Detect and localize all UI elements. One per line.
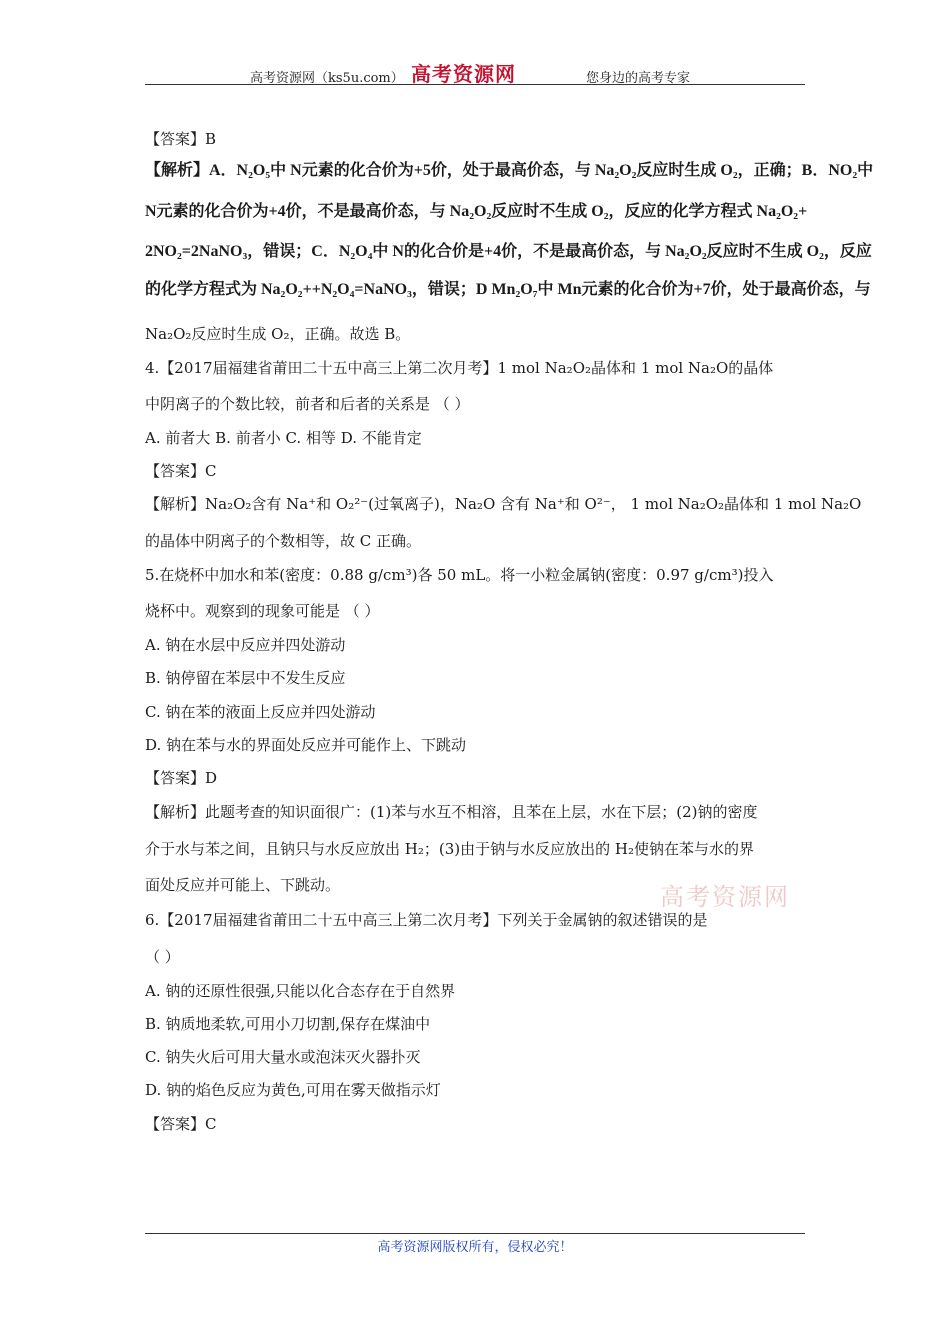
question-6-option: D. 钠的焰色反应为黄色,可用在雾天做指示灯 bbox=[145, 1081, 441, 1099]
header-slogan: 您身边的高考专家 bbox=[586, 71, 691, 86]
question-6-stem: （ ） bbox=[145, 948, 180, 966]
explanation-line: 介于水与苯之间，且钠只与水反应放出 H₂；(3)由于钠与水反应放出的 H₂使钠在苯与水的界 bbox=[145, 840, 754, 858]
answer-label: 【答案】C bbox=[145, 462, 217, 480]
page-footer: 高考资源网版权所有，侵权必究！ bbox=[377, 1240, 573, 1255]
page-header bbox=[145, 58, 805, 85]
watermark: 高考资源网 bbox=[660, 883, 790, 911]
question-4-stem: 中阴离子的个数比较，前者和后者的关系是 （ ） bbox=[145, 395, 470, 413]
answer-label: 【答案】D bbox=[145, 769, 218, 787]
explanation-line: 【解析】Na₂O₂含有 Na⁺和 O₂²⁻(过氧离子)，Na₂O 含有 Na⁺和 O²⁻， 1 mol Na₂O₂晶体和 1 mol Na₂O bbox=[145, 495, 862, 513]
explanation-line: 面处反应并可能上、下跳动。 bbox=[145, 876, 341, 894]
question-6-option: B. 钠质地柔软,可用小刀切割,保存在煤油中 bbox=[145, 1015, 431, 1033]
explanation-line: 2NO₂=2NaNO₃，错误；C．N₂O₄中 N的化合价是+4价，不是最高价态，与 Na₂O₂反应时不生成 O₂，反应 bbox=[145, 243, 872, 260]
explanation-line: 的化学方程式为 Na₂O₂++N₂O₄=NaNO₃，错误；D Mn₂O₇中 Mn元素的化合价为+7价，处于最高价态，与 bbox=[145, 281, 871, 298]
question-5-stem: 烧杯中。观察到的现象可能是 （ ） bbox=[145, 602, 380, 620]
question-4-options: A. 前者大 B. 前者小 C. 相等 D. 不能肯定 bbox=[145, 429, 422, 447]
answer-label: 【答案】B bbox=[145, 130, 217, 148]
question-6-stem: 6.【2017届福建省莆田二十五中高三上第二次月考】下列关于金属钠的叙述错误的是 bbox=[145, 911, 708, 929]
explanation-line: Na₂O₂反应时生成 O₂，正确。故选 B。 bbox=[145, 325, 411, 343]
footer-divider bbox=[145, 1233, 805, 1234]
answer-label: 【答案】C bbox=[145, 1115, 217, 1133]
question-5-option: C. 钠在苯的液面上反应并四处游动 bbox=[145, 703, 376, 721]
question-6-option: A. 钠的还原性很强,只能以化合态存在于自然界 bbox=[145, 982, 456, 1000]
explanation-line: N元素的化合价为+4价，不是最高价态，与 Na₂O₂反应时不生成 O₂，反应的化学方程式 Na₂O₂+ bbox=[145, 203, 808, 220]
header-logo: 高考资源网 bbox=[411, 62, 516, 86]
header-site-name: 高考资源网（ks5u.com） bbox=[250, 71, 404, 86]
explanation-line: 的晶体中阴离子的个数相等，故 C 正确。 bbox=[145, 532, 422, 550]
question-6-option: C. 钠失火后可用大量水或泡沫灭火器扑灭 bbox=[145, 1048, 421, 1066]
question-5-stem: 5.在烧杯中加水和苯(密度：0.88 g/cm³)各 50 mL。将一小粒金属钠(密度：0.97 g/cm³)投入 bbox=[145, 566, 774, 584]
question-5-option: A. 钠在水层中反应并四处游动 bbox=[145, 636, 346, 654]
explanation-line: 【解析】A．N₂O₅中 N元素的化合价为+5价，处于最高价态，与 Na₂O₂反应时生成 O₂，正确；B．NO₂中 bbox=[145, 162, 874, 179]
explanation-line: 【解析】此题考查的知识面很广：(1)苯与水互不相溶，且苯在上层，水在下层；(2)钠的密度 bbox=[145, 803, 758, 821]
question-5-option: B. 钠停留在苯层中不发生反应 bbox=[145, 669, 346, 687]
question-4-stem: 4.【2017届福建省莆田二十五中高三上第二次月考】1 mol Na₂O₂晶体和 1 mol Na₂O的晶体 bbox=[145, 359, 774, 377]
question-5-option: D. 钠在苯与水的界面处反应并可能作上、下跳动 bbox=[145, 736, 467, 754]
